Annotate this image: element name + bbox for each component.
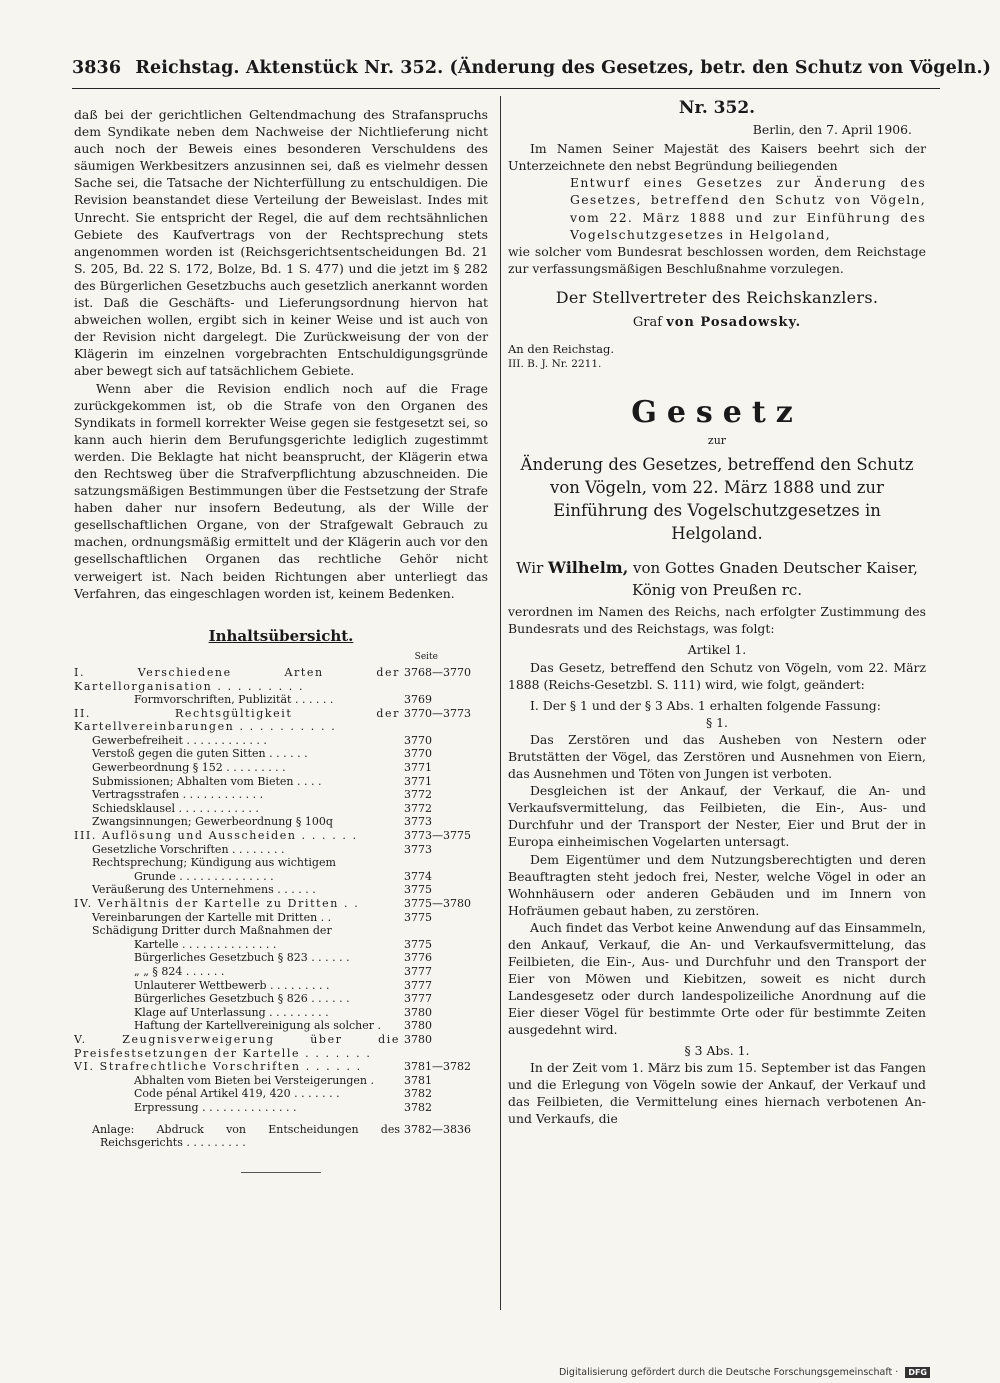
- header-rule: [72, 88, 940, 89]
- law-subject: Änderung des Gesetzes, betreffend den Schutz von Vögeln, vom 22. März 1888 und zur Einführung des Vogelschutzgesetzes in Helgoland.: [520, 455, 914, 544]
- artikel-1-heading: Artikel 1.: [687, 642, 747, 658]
- file-number: III. B. J. Nr. 2211.: [508, 358, 602, 371]
- signer-name-line: [508, 314, 926, 331]
- toc-entry-page: 3780: [404, 1019, 432, 1033]
- toc-entry-page: 3768—3770: [404, 665, 471, 679]
- toc-row: [74, 693, 488, 707]
- toc-entry-page: 3769: [404, 693, 432, 707]
- toc-entry-page: 3772: [404, 788, 432, 802]
- toc-entry-label: Veräußerung des Unternehmens . . . . . .: [92, 883, 316, 897]
- toc-row: [74, 911, 488, 925]
- toc-entry-label: Vertragsstrafen . . . . . . . . . . . .: [92, 788, 264, 802]
- toc-row: [74, 951, 488, 965]
- toc-row: [74, 979, 488, 993]
- paragraph-3-text: In der Zeit vom 1. März bis zum 15. September ist das Fangen und die Erlegung von Vögeln sowie der Ankauf, der Verkauf und das Feilbieten, die Vermittelung eines hiernach verbotenen An- und Verkaufs, die: [508, 1059, 926, 1126]
- monarch-name: Wilhelm,: [548, 558, 629, 578]
- toc-entry-label: Verstoß gegen die guten Sitten . . . . . .: [92, 747, 308, 761]
- toc-entry-label: Grunde . . . . . . . . . . . . . .: [134, 869, 274, 883]
- paragraph-1-a: Das Zerstören und das Ausheben von Nestern oder Brutstätten der Vögel, das Zerstören und Ausnehmen von Eiern, das Ausnehmen und Töten von Jungen ist verboten.: [508, 731, 926, 782]
- toc-entry-page: 3773: [404, 842, 432, 856]
- toc-entry-label: Klage auf Unterlassung . . . . . . . . .: [134, 1005, 329, 1019]
- toc-row: [74, 815, 488, 829]
- law-heading-zur: zur: [707, 434, 727, 448]
- toc-anlage: [74, 1123, 488, 1150]
- toc-entry-page: 3774: [404, 869, 432, 883]
- page-number: 3836: [72, 58, 122, 78]
- toc-anlage-page: 3782—3836: [404, 1122, 471, 1136]
- roman-1-paragraph: I. Der § 1 und der § 3 Abs. 1 erhalten folgende Fassung:: [530, 697, 881, 713]
- column-divider: [500, 96, 501, 1310]
- toc-row: [74, 1019, 488, 1033]
- toc-entry-page: 3776: [404, 951, 432, 965]
- toc-entry-label: Vereinbarungen der Kartelle mit Dritten . .: [92, 910, 332, 924]
- toc-row: [74, 897, 488, 911]
- left-paragraph-2: Wenn aber die Revision endlich noch auf die Frage zurückgekommen ist, ob die Strafe von den Organen des Syndikats in formell korrekter Weise gegen sie festgesetzt sei, so kann auch hierin dem Berufungsgerichte lediglich zugestimmt werden. Die Beklagte hat nicht beansprucht, der Klägerin etwa den Rechtsweg über die Strafverpflichtung abzuschneiden. Die satzungsmäßigen Bestimmungen über die Festsetzung der Strafe haben daher nur insofern Bedeutung, als der Wille der gesellschaftlichen Organe, von der Strafgewalt Gebrauch zu machen, ordnungsmäßig ermittelt und der Klägerin auch vor den gesellschaftlichen Organen das rechtliche Gehör nicht verweigert ist. Nach beiden Richtungen aber unterliegt das Verfahren, das eingeschlagen worden ist, keinem Bedenken.: [74, 380, 488, 601]
- toc-entry-label: Gesetzliche Vorschriften . . . . . . . .: [92, 842, 285, 856]
- toc-entry-label: Haftung der Kartellvereinigung als solcher .: [134, 1019, 382, 1033]
- document-number: Nr. 352.: [678, 98, 756, 118]
- toc-row: [74, 856, 488, 870]
- toc-entry-label: Zwangsinnungen; Gewerbeordnung § 100q: [92, 815, 333, 829]
- toc-entry-label: Submissionen; Abhalten vom Bieten . . . .: [92, 774, 322, 788]
- header-title: Reichstag. Aktenstück Nr. 352. (Änderung des Gesetzes, betr. den Schutz von Vögeln.): [135, 58, 992, 78]
- law-heading: Gesetz: [631, 395, 803, 431]
- toc-row: [74, 802, 488, 816]
- toc-row: [74, 1006, 488, 1020]
- toc-entry-page: 3775—3780: [404, 897, 471, 910]
- toc-entry-page: 3781: [404, 1073, 432, 1087]
- toc-entry-label: Kartelle . . . . . . . . . . . . . .: [134, 937, 277, 951]
- artikel-1-text: Das Gesetz, betreffend den Schutz von Vögeln, vom 22. März 1888 (Reichs-Gesetzbl. S. 111) wird, wie folgt, geändert:: [508, 659, 926, 692]
- toc-entry-label: Gewerbefreiheit . . . . . . . . . . . .: [92, 733, 267, 747]
- wir-prefix: Wir: [516, 559, 544, 578]
- signer-name: von Posadowsky.: [666, 315, 802, 331]
- monarch-title: von Gottes Gnaden Deutscher Kaiser, König von Preußen rc.: [631, 559, 918, 600]
- left-column: [74, 106, 488, 1173]
- toc-row: [74, 829, 488, 843]
- toc-seite-label: Seite: [414, 651, 438, 662]
- toc-row: [74, 1101, 488, 1115]
- toc-entry-label: II. Rechtsgültigkeit der Kartellvereinbarungen . . . . . . . . . .: [74, 706, 400, 734]
- after-quote-paragraph: wie solcher vom Bundesrat beschlossen worden, dem Reichstage zur verfassungsmäßigen Beschlußnahme vorzulegen.: [508, 243, 926, 276]
- toc-entry-page: 3773—3775: [404, 829, 471, 843]
- toc-entry-page: 3777: [404, 992, 432, 1006]
- date-line: Berlin, den 7. April 1906.: [752, 122, 912, 138]
- toc-row: [74, 775, 488, 789]
- left-paragraph-1: daß bei der gerichtlichen Geltendmachung des Strafanspruchs dem Syndikate neben dem Nachweise der Nichtlieferung nicht auch noch der Beweis eines besonderen Verschuldens des säumigen Werkbesitzers anzusinnen sei, daß es vielmehr dessen Sache sei, die Tatsache der Nichterfüllung zu entschuldigen. Die Revision beanstandet diese Verteilung der Beweislast. Indes mit Unrecht. Sie entspricht der Regel, die auf dem rechtsähnlichen Gebiete des Kaufvertrags von der Rechtsprechung stets angenommen worden ist (Reichsgerichtsentscheidungen Bd. 21 S. 205, Bd. 22 S. 172, Bolze, Bd. 1 S. 477) und die jetzt im § 282 des Bürgerlichen Gesetzbuchs auch gesetzlich anerkannt worden ist. Daß die Geschäfts- und Lieferungsordnung hiervon hat abweichen wollen, ergibt sich in keiner Weise und ist auch von der Revision nicht dargelegt. Die Zurückweisung der von der Klägerin im einzelnen vorgebrachten Entschuldigungsgründe aber bewegt sich auf tatsächlichem Gebiete.: [74, 107, 488, 379]
- toc-entry-label: Code pénal Artikel 419, 420 . . . . . . .: [134, 1087, 340, 1101]
- toc-entry-page: 3775: [404, 937, 432, 951]
- toc-row: [74, 992, 488, 1006]
- enacting-formula: [508, 557, 926, 601]
- toc-entry-page: 3782: [404, 1087, 432, 1101]
- toc-row: [74, 1087, 488, 1101]
- paragraph-3-heading: § 3 Abs. 1.: [684, 1042, 750, 1058]
- toc-entry-label: Unlauterer Wettbewerb . . . . . . . . .: [134, 978, 330, 992]
- paragraph-1-d: Auch findet das Verbot keine Anwendung auf das Einsammeln, den Ankauf, Verkauf, die An- und Verkaufsvermittelung, das Feilbieten, die Ein-, Aus- und Durchfuhr und den Transport der Eier von Möwen und Kiebitzen, soweit es nicht durch Landesgesetz oder durch landespolizeiliche Anordnung auf die Eier dieser Vögel für bestimmte Orte oder für bestimmte Zeiten ausgedehnt wird.: [508, 919, 926, 1038]
- paragraph-1-heading: § 1.: [706, 714, 728, 730]
- toc-entry-label: Bürgerliches Gesetzbuch § 823 . . . . . .: [134, 951, 350, 965]
- intro-paragraph: Im Namen Seiner Majestät des Kaisers beehrt sich der Unterzeichnete den nebst Begründung beiliegenden: [508, 141, 926, 174]
- toc-entry-label: I. Verschiedene Arten der Kartellorganisation . . . . . . . . .: [74, 665, 400, 693]
- toc-entry-page: 3775: [404, 883, 432, 897]
- toc-entry-label: „ „ § 824 . . . . . .: [134, 964, 225, 978]
- page-header: [72, 58, 992, 86]
- toc-entry-label: Schiedsklausel . . . . . . . . . . . .: [92, 801, 259, 815]
- verordnen-paragraph: verordnen im Namen des Reichs, nach erfolgter Zustimmung des Bundesrats und des Reichstags, was folgt:: [508, 604, 926, 637]
- toc-anlage-label: Anlage: Abdruck von Entscheidungen des Reichsgerichts . . . . . . . . .: [92, 1122, 400, 1150]
- toc-row: [74, 924, 488, 938]
- toc-entry-label: Bürgerliches Gesetzbuch § 826 . . . . . .: [134, 992, 350, 1006]
- toc-row: [74, 965, 488, 979]
- end-rule: [241, 1172, 321, 1173]
- toc-entry-page: 3773: [404, 815, 432, 829]
- toc-row: [74, 761, 488, 775]
- toc-row: [74, 666, 488, 693]
- toc-row: [74, 788, 488, 802]
- dfg-logo: DFG: [905, 1367, 930, 1378]
- table-of-contents: [74, 666, 488, 1115]
- toc-entry-page: 3782: [404, 1100, 432, 1114]
- toc-entry-label: IV. Verhältnis der Kartelle zu Dritten . .: [74, 897, 360, 910]
- toc-entry-label: Rechtsprechung; Kündigung aus wichtigem: [92, 856, 336, 870]
- toc-entry-page: 3780: [404, 1005, 432, 1019]
- toc-row: [74, 747, 488, 761]
- toc-entry-label: Erpressung . . . . . . . . . . . . . .: [134, 1100, 297, 1114]
- bill-title-quote: Entwurf eines Gesetzes zur Änderung des Gesetzes, betreffend den Schutz von Vögeln, vom 22. März 1888 und zur Einführung des Vogelschutzgesetzes in Helgoland,: [570, 175, 926, 242]
- toc-row: [74, 1060, 488, 1074]
- toc-entry-page: 3770: [404, 747, 432, 761]
- toc-row: [74, 707, 488, 734]
- toc-row: [74, 938, 488, 952]
- toc-entry-page: 3771: [404, 774, 432, 788]
- toc-row: [74, 734, 488, 748]
- toc-entry-label: Gewerbeordnung § 152 . . . . . . . . .: [92, 761, 286, 775]
- toc-row: [74, 1033, 488, 1060]
- credit-text: Digitalisierung gefördert durch die Deutsche Forschungsgemeinschaft ·: [558, 1367, 899, 1378]
- toc-entry-label: VI. Strafrechtliche Vorschriften . . . . . .: [74, 1060, 362, 1074]
- toc-entry-page: 3780: [404, 1032, 432, 1046]
- toc-entry-page: 3771: [404, 761, 432, 775]
- toc-entry-page: 3777: [404, 964, 432, 978]
- paragraph-1-c: Dem Eigentümer und dem Nutzungsberechtigten und deren Beauftragten steht jedoch frei, Nester, welche Vögel in oder an Wohnhäusern oder anderen Gebäuden und im Innern von Hofräumen gebaut haben, zu zerstören.: [508, 851, 926, 918]
- addressee: An den Reichstag.: [508, 342, 614, 357]
- toc-row: [74, 883, 488, 897]
- toc-entry-label: V. Zeugnisverweigerung über die Preisfestsetzungen der Kartelle . . . . . . .: [74, 1032, 400, 1060]
- toc-entry-page: 3777: [404, 978, 432, 992]
- toc-entry-label: Formvorschriften, Publizität . . . . . .: [134, 693, 334, 707]
- toc-row: [74, 1074, 488, 1088]
- toc-entry-page: 3772: [404, 801, 432, 815]
- toc-title: Inhaltsübersicht.: [208, 626, 354, 645]
- signer-title: Der Stellvertreter des Reichskanzlers.: [555, 287, 879, 307]
- toc-entry-page: 3770: [404, 733, 432, 747]
- right-column: [508, 100, 926, 1127]
- paragraph-1-b: Desgleichen ist der Ankauf, der Verkauf, die An- und Verkaufsvermittelung, das Feilbieten, die Ein-, Aus- und Durchfuhr und der Transport der Nester, Eier und Brut der in Europa einheimischen Vogelarten untersagt.: [508, 783, 926, 850]
- toc-row: [74, 870, 488, 884]
- toc-entry-label: Schädigung Dritter durch Maßnahmen der: [92, 924, 332, 938]
- toc-entry-page: 3775: [404, 910, 432, 924]
- toc-entry-page: 3781—3782: [404, 1060, 471, 1074]
- toc-entry-page: 3770—3773: [404, 706, 471, 720]
- toc-entry-label: Abhalten vom Bieten bei Versteigerungen .: [134, 1073, 375, 1087]
- toc-row: [74, 843, 488, 857]
- signer-prefix: Graf: [632, 315, 663, 331]
- toc-entry-label: III. Auflösung und Ausscheiden . . . . . .: [74, 829, 358, 843]
- digitization-credit: [559, 1367, 930, 1378]
